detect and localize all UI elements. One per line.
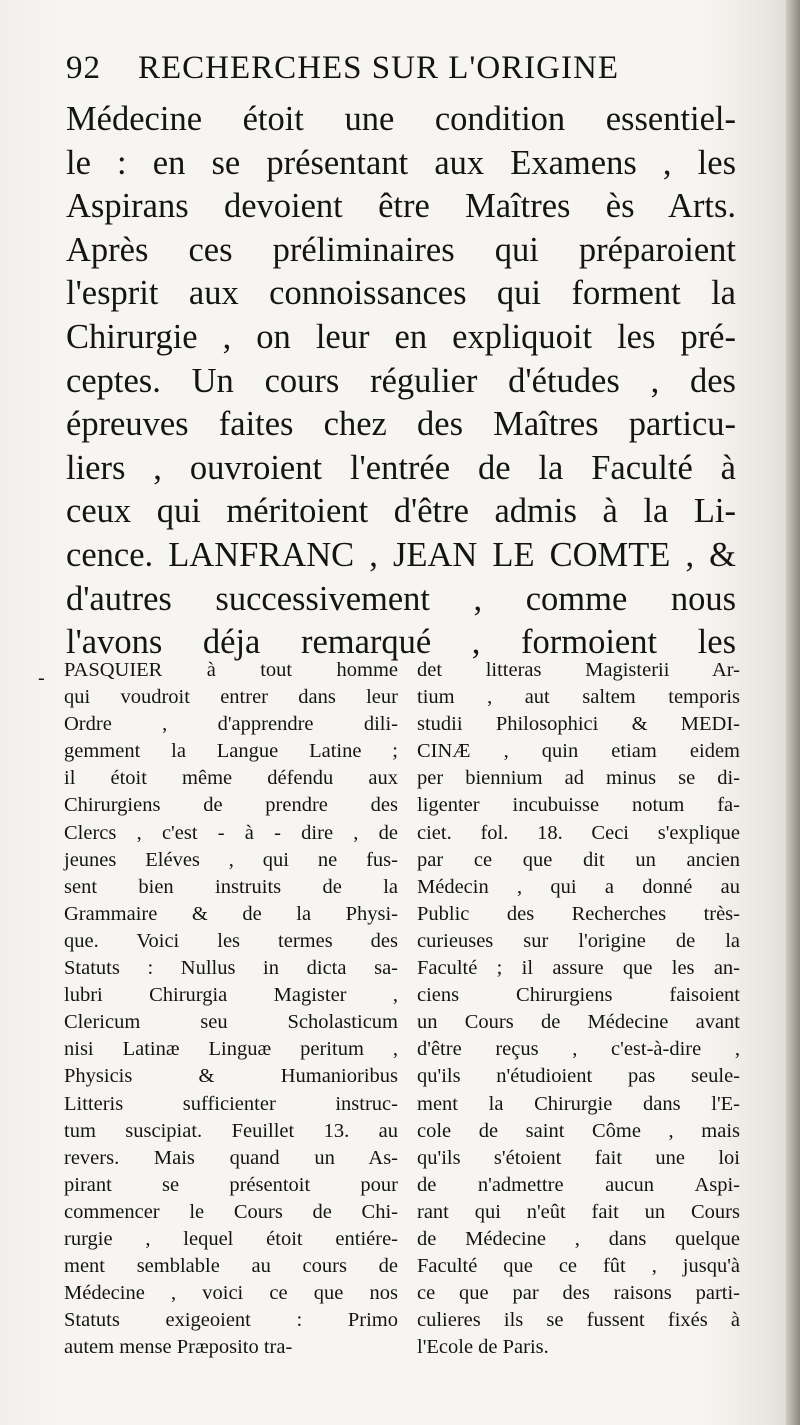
footnote-right-line: studii Philosophici & MEDI- [417,713,740,736]
footnote-left-line: autem mense Præposito tra- [64,1336,293,1359]
main-text-line: d'autres successivement , comme nous [66,579,736,618]
running-title: RECHERCHES SUR L'ORIGINE [138,50,619,86]
footnote-right-line: qu'ils s'étoient fait une loi [417,1146,740,1169]
footnote-right-line: de Médecine , dans quelque [417,1227,740,1250]
main-text-line: Médecine étoit une condition essentiel- [66,100,736,138]
footnote-right-line: Faculté ; il assure que les an- [417,957,740,980]
footnote-left-line: il étoit même défendu aux [64,767,398,790]
main-text-line: Chirurgie , on leur en expliquoit les pré- [66,317,736,356]
main-text-line: Aspirans devoient être Maîtres ès Arts. [66,187,736,226]
footnote-right-line: qu'ils n'étudioient pas seule- [417,1065,740,1088]
footnote-left-line: Litteris sufficienter instruc- [64,1092,398,1115]
footnote-right-line: un Cours de Médecine avant [417,1011,740,1034]
main-text-line: cence. LANFRANC , JEAN LE COMTE , & [66,535,736,574]
footnote-left-line: tum suscipiat. Feuillet 13. au [64,1119,398,1142]
page-edge [786,0,800,1425]
footnote-right-line: de n'admettre aucun Aspi- [417,1173,740,1196]
footnote-right-line: ment la Chirurgie dans l'E- [417,1092,740,1115]
footnote-right-line: par ce que dit un ancien [417,848,740,871]
footnote-left-column [64,657,398,1361]
footnote-left-line: gemment la Langue Latine ; [64,740,398,763]
footnote-left-line: jeunes Eléves , qui ne fus- [64,848,398,871]
footnote-right-line: Faculté que ce fût , jusqu'à [417,1255,740,1278]
main-text-line: épreuves faites chez des Maîtres particu- [66,405,736,444]
footnote-right-line: per biennium ad minus se di- [417,767,740,790]
footnote-right-line: CINÆ , quin etiam eidem [417,740,740,763]
footnote-right-column [417,657,740,1361]
footnote-right-line: l'Ecole de Paris. [417,1336,549,1359]
footnote-dash: - [38,667,45,689]
footnote-right-line: culieres ils se fussent fixés à [417,1309,740,1332]
footnote-left-line: qui voudroit entrer dans leur [64,686,398,709]
footnote-left-line: Statuts : Nullus in dicta sa- [64,957,398,980]
page-header [66,50,746,100]
page-number: 92 [66,50,101,86]
footnote-left-line: Grammaire & de la Physi- [64,902,398,925]
footnote-left-line: rurgie , lequel étoit entiére- [64,1227,398,1250]
footnote-left-line: Ordre , d'apprendre dili- [64,713,398,736]
footnote-right-line: ce que par des raisons parti- [417,1282,740,1305]
footnote-left-line: PASQUIER à tout homme [64,659,398,681]
main-text-line: le : en se présentant aux Examens , les [66,143,736,182]
footnote-right-line: Médecin , qui a donné au [417,875,740,898]
main-text-line: liers , ouvroient l'entrée de la Faculté à [66,448,736,487]
main-text-line: l'avons déja remarqué , formoient les [66,623,736,662]
footnote-right-line: cole de saint Côme , mais [417,1119,740,1142]
footnote-left-line: Physicis & Humanioribus [64,1065,398,1088]
footnote-left-line: Statuts exigeoient : Primo [64,1309,398,1332]
footnote-right-line: det litteras Magisterii Ar- [417,659,740,681]
footnote-left-line: Clercs , c'est - à - dire , de [64,821,398,844]
footnote-left-line: pirant se présentoit pour [64,1173,398,1196]
footnote-left-line: sent bien instruits de la [64,875,398,898]
main-text-line: l'esprit aux connoissances qui forment la [66,274,736,313]
footnote-left-line: ment semblable au cours de [64,1255,398,1278]
footnote-right-line: ciens Chirurgiens faisoient [417,984,740,1007]
footnote-left-line: revers. Mais quand un As- [64,1146,398,1169]
main-text-line: Après ces préliminaires qui préparoient [66,230,736,269]
footnote-left-line: Clericum seu Scholasticum [64,1011,398,1034]
footnote-left-line: nisi Latinæ Linguæ peritum , [64,1038,398,1061]
footnote-left-line: que. Voici les termes des [64,929,398,952]
footnote-right-line: ciet. fol. 18. Ceci s'explique [417,821,740,844]
main-text-line: ceptes. Un cours régulier d'études , des [66,361,736,400]
footnote-right-line: curieuses sur l'origine de la [417,929,740,952]
footnote-left-line: Médecine , voici ce que nos [64,1282,398,1305]
footnote-right-line: rant qui n'eût fait un Cours [417,1200,740,1223]
footnote-left-line: commencer le Cours de Chi- [64,1200,398,1223]
main-text-line: ceux qui méritoient d'être admis à la Li- [66,492,736,531]
footnote-right-line: tium , aut saltem temporis [417,686,740,709]
main-text-block [66,98,736,665]
footnote-right-line: d'être reçus , c'est-à-dire , [417,1038,740,1061]
footnote-left-line: Chirurgiens de prendre des [64,794,398,817]
footnote-right-line: Public des Recherches très- [417,902,740,925]
footnote-left-line: lubri Chirurgia Magister , [64,984,398,1007]
footnote-right-line: ligenter incubuisse notum fa- [417,794,740,817]
